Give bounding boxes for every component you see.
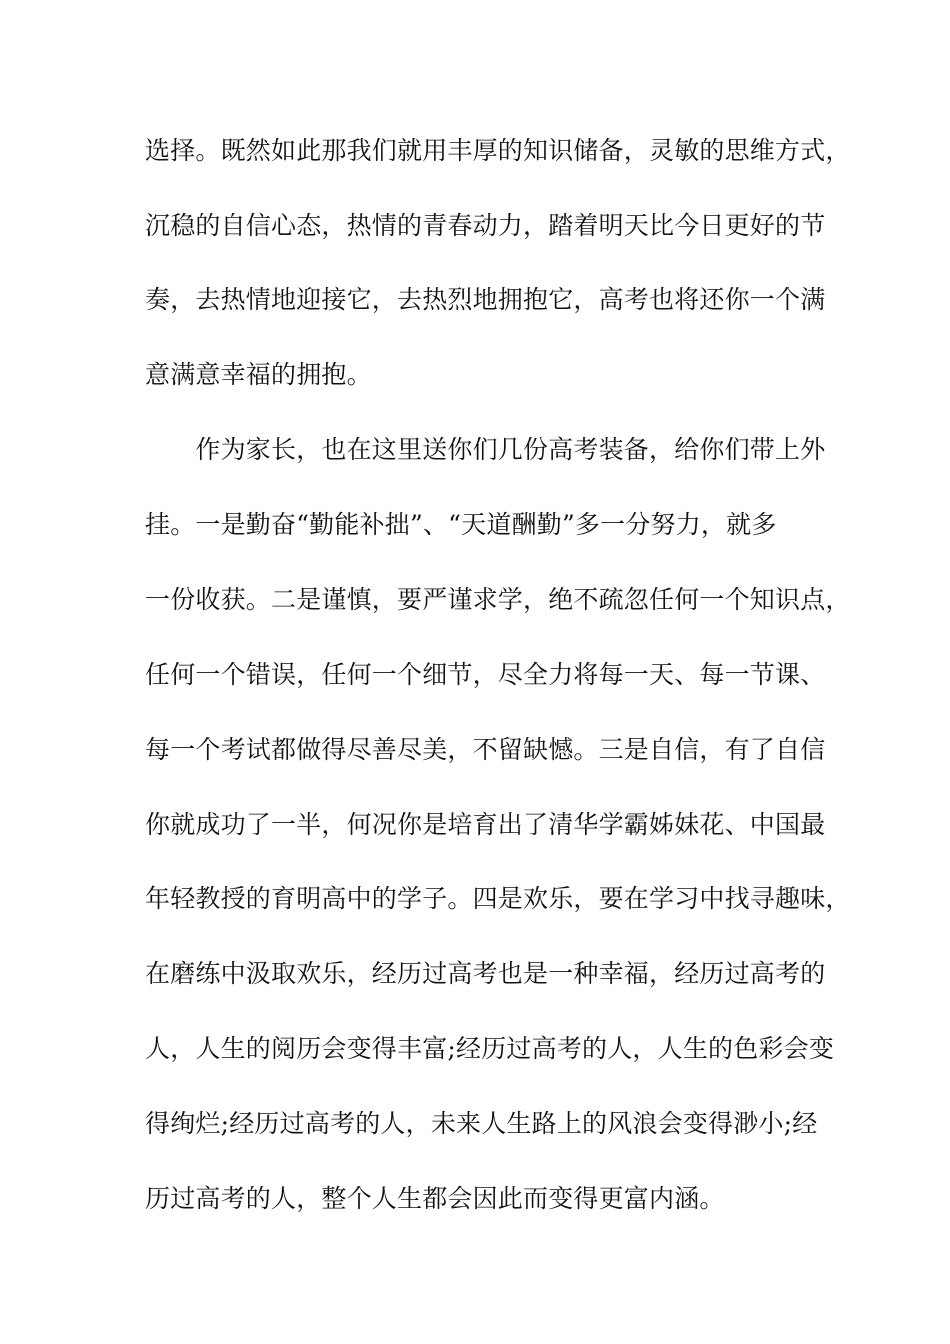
text-line: 沉稳的自信心态，热情的青春动力，踏着明天比今日更好的节	[145, 211, 826, 240]
text-line: 奏，去热情地迎接它，去热烈地拥抱它，高考也将还你一个满	[145, 285, 826, 314]
text-line: 历过高考的人，整个人生都会因此而变得更富内涵。	[145, 1184, 725, 1213]
text-line: 在磨练中汲取欢乐，经历过高考也是一种幸福，经历过高考的	[145, 959, 826, 988]
text-line: 年轻教授的育明高中的学子。四是欢乐，要在学习中找寻趣味，	[145, 884, 851, 913]
text-line: 每一个考试都做得尽善尽美，不留缺憾。三是自信，有了自信	[145, 735, 826, 764]
text-line: 人，人生的阅历会变得丰富;经历过高考的人，人生的色彩会变	[145, 1034, 835, 1063]
text-line: 你就成功了一半，何况你是培育出了清华学霸姊妹花、中国最	[145, 810, 826, 839]
text-line: 得绚烂;经历过高考的人，未来人生路上的风浪会变得渺小;经	[145, 1109, 818, 1138]
text-line: 选择。既然如此那我们就用丰厚的知识储备，灵敏的思维方式，	[145, 136, 851, 165]
text-line: 一份收获。二是谨慎，要严谨求学，绝不疏忽任何一个知识点，	[145, 585, 851, 614]
text-line: 挂。一是勤奋“勤能补拙”、“天道酬勤”多一分努力，就多	[145, 510, 777, 539]
text-line: 作为家长，也在这里送你们几份高考装备，给你们带上外	[145, 435, 826, 464]
text-line: 任何一个错误，任何一个细节，尽全力将每一天、每一节课、	[145, 660, 826, 689]
text-line: 意满意幸福的拥抱。	[145, 360, 372, 389]
